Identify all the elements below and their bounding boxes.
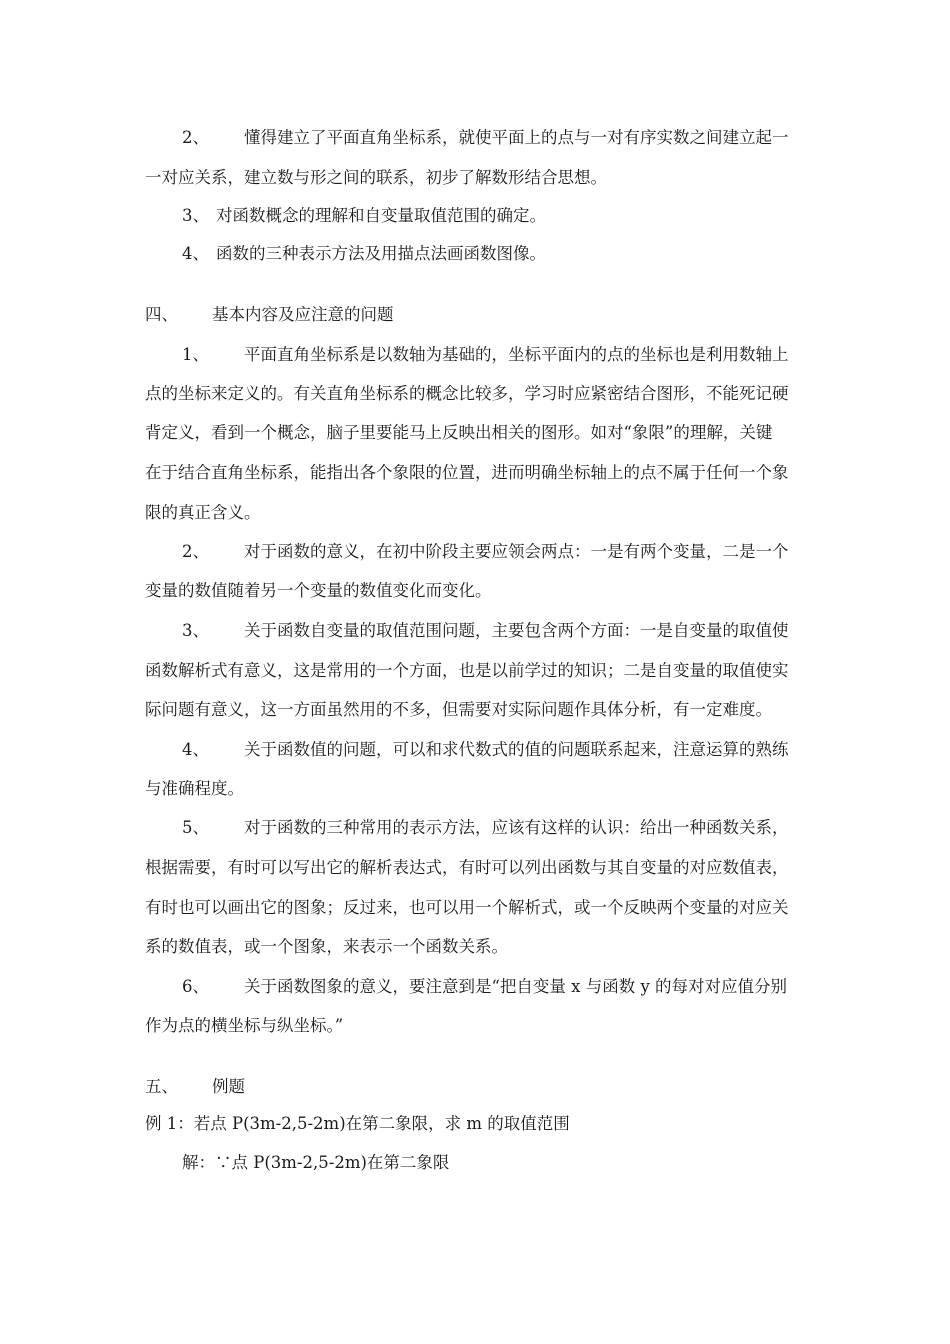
section-title: 基本内容及应注意的问题 [212,305,394,324]
paragraph-line: 平面直角坐标系是以数轴为基础的，坐标平面内的点的坐标也是利用数轴上 [244,345,789,364]
paragraph-line: 关于函数自变量的取值范围问题，主要包含两个方面：一是自变量的取值使 [244,621,789,640]
paragraph-line: 点的坐标来定义的。有关直角坐标系的概念比较多，学习时应紧密结合图形，不能死记硬 [145,384,789,403]
item-number: 2、 [182,128,209,147]
item-number: 4、 [182,244,209,263]
paragraph-line: 际问题有意义，这一方面虽然用的不多，但需要对实际问题作具体分析，有一定难度。 [145,700,772,719]
paragraph-line: 关于函数值的问题，可以和求代数式的值的问题联系起来，注意运算的熟练 [244,740,789,759]
item-number: 3、 [182,206,209,225]
item-number: 6、 [182,977,209,996]
paragraph-line: 对于函数的三种常用的表示方法，应该有这样的认识：给出一种函数关系， [244,818,789,837]
item-number: 5、 [182,818,209,837]
paragraph-line: 根据需要，有时可以写出它的解析表达式，有时可以列出函数与其自变量的对应数值表， [145,858,789,877]
paragraph-line: 系的数值表，或一个图象，来表示一个函数关系。 [145,937,508,956]
paragraph-line: 背定义，看到一个概念，脑子里要能马上反映出相关的图形。如对“象限”的理解，关键 [145,423,773,442]
paragraph-line: 函数的三种表示方法及用描点法画函数图像。 [216,244,546,263]
example-statement: 例 1：若点 P(3m-2,5-2m)在第二象限，求 m 的取值范围 [145,1114,570,1133]
item-number: 3、 [182,621,209,640]
paragraph-line: 对于函数的意义，在初中阶段主要应领会两点：一是有两个变量，二是一个 [244,542,789,561]
paragraph-line: 限的真正含义。 [145,503,261,522]
solution-line: 解：∵点 P(3m-2,5-2m)在第二象限 [182,1153,450,1172]
paragraph-line: 变量的数值随着另一个变量的数值变化而变化。 [145,581,492,600]
item-number: 2、 [182,542,209,561]
section-number: 五、 [145,1077,178,1096]
paragraph-line: 在于结合直角坐标系，能指出各个象限的位置，进而明确坐标轴上的点不属于任何一个象 [145,463,789,482]
paragraph-line: 有时也可以画出它的图象；反过来，也可以用一个解析式，或一个反映两个变量的对应关 [145,898,789,917]
section-title: 例题 [212,1077,245,1096]
item-number: 1、 [182,345,209,364]
paragraph-line: 一对应关系，建立数与形之间的联系，初步了解数形结合思想。 [145,168,607,187]
paragraph-line: 与准确程度。 [145,779,244,798]
paragraph-line: 懂得建立了平面直角坐标系，就使平面上的点与一对有序实数之间建立起一 [244,128,789,147]
item-number: 4、 [182,740,209,759]
paragraph-line: 关于函数图象的意义，要注意到是“把自变量 x 与函数 y 的每对对应值分别 [244,977,788,996]
paragraph-line: 作为点的横坐标与纵坐标。” [145,1016,344,1035]
paragraph-line: 对函数概念的理解和自变量取值范围的确定。 [216,206,546,225]
section-number: 四、 [145,305,178,324]
paragraph-line: 函数解析式有意义，这是常用的一个方面，也是以前学过的知识；二是自变量的取值使实 [145,661,789,680]
